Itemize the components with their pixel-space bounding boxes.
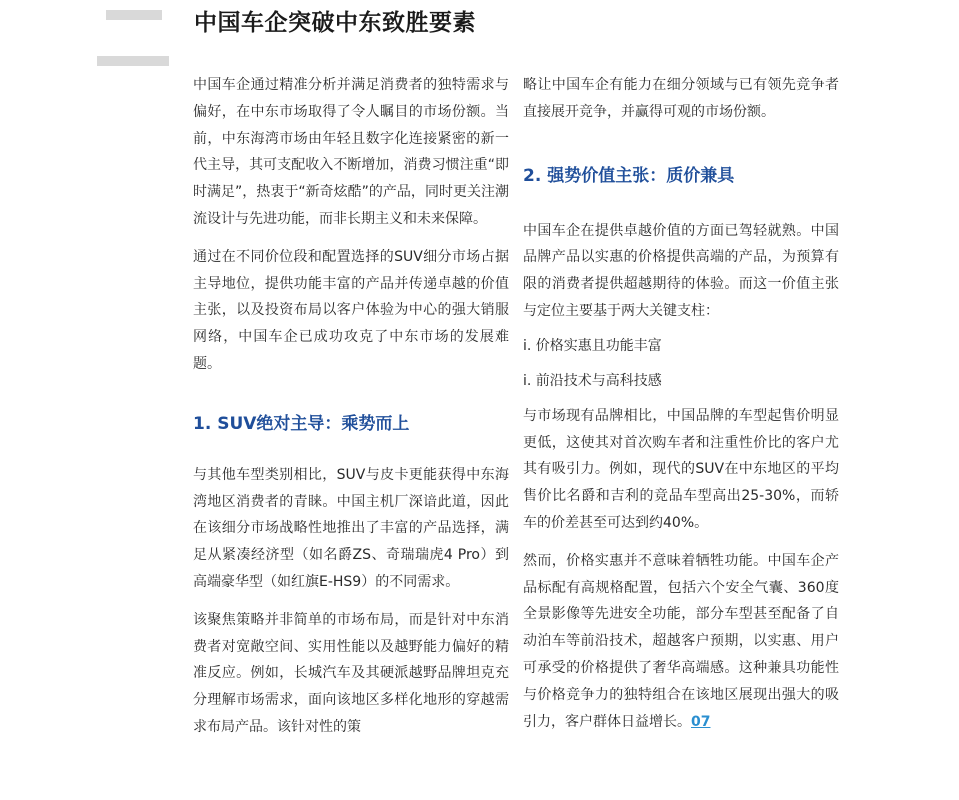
paragraph-features-text: 然而，价格实惠并不意味着牺牲功能。中国车企产品标配有高规格配置，包括六个安全气囊、360度全景影像等先进安全功能，部分车型甚至配备了自动泊车等前沿技术，超越客户预期，以实惠、用户可承受的价格提供了奢华高端感。这种兼具功能性与价格竞争力的独特组合在该地区展现出强大的吸引力，客户群体日益增长。	[523, 552, 839, 730]
section-heading-suv: 1. SUV绝对主导：乘势而上	[193, 413, 410, 434]
page-title: 中国车企突破中东致胜要素	[194, 10, 476, 36]
paragraph-suv-strategy: 通过在不同价位段和配置选择的SUV细分市场占据主导地位，提供功能丰富的产品并传递卓越的价值主张，以及投资布局以客户体验为中心的强大销服网络，中国车企已成功攻克了中东市场的发展难题。	[193, 248, 509, 372]
decorative-bar-top	[106, 10, 162, 20]
list-item-affordable: i. 价格实惠且功能丰富	[523, 337, 662, 354]
right-column	[523, 72, 839, 735]
section-heading-value: 2. 强势价值主张：质价兼具	[523, 165, 735, 186]
paragraph-pricing: 与市场现有品牌相比，中国品牌的车型起售价明显更低，这使其对首次购车者和注重性价比的客户尤其有吸引力。例如，现代的SUV在中东地区的平均售价比名爵和吉利的竞品车型高出25-30%，而轿车的价差甚至可达到约40%。	[523, 407, 839, 531]
paragraph-features	[523, 548, 839, 736]
paragraph-value-proposition: 中国车企在提供卓越价值的方面已驾轻就熟。中国品牌产品以实惠的价格提供高端的产品，为预算有限的消费者提供超越期待的体验。而这一价值主张与定位主要基于两大关键支柱：	[523, 222, 839, 319]
paragraph-intro: 中国车企通过精准分析并满足消费者的独特需求与偏好，在中东市场取得了令人瞩目的市场份额。当前，中东海湾市场由年轻且数字化连接紧密的新一代主导，其可支配收入不断增加，消费习惯注重“即时满足”，热衷于“新奇炫酷”的产品，同时更关注潮流设计与先进功能，而非长期主义和未来保障。	[193, 77, 509, 227]
list-item-technology: i. 前沿技术与高科技感	[523, 372, 662, 389]
left-column	[193, 72, 509, 741]
decorative-bar-bottom	[97, 56, 169, 66]
paragraph-suv-preference: 与其他车型类别相比，SUV与皮卡更能获得中东海湾地区消费者的青睐。中国主机厂深谙此道，因此在该细分市场战略性地推出了丰富的产品选择，满足从紧凑经济型（如名爵ZS、奇瑞瑞虎4 Pro）到高端豪华型（如红旗E-HS9）的不同需求。	[193, 466, 509, 590]
paragraph-continuation: 略让中国车企有能力在细分领域与已有领先竞争者直接展开竞争，并赢得可观的市场份额。	[523, 77, 839, 120]
paragraph-focus-strategy: 该聚焦策略并非简单的市场布局，而是针对中东消费者对宽敞空间、实用性能以及越野能力偏好的精准反应。例如，长城汽车及其硬派越野品牌坦克充分理解市场需求，面向该地区多样化地形的穿越需求布局产品。该针对性的策	[193, 611, 509, 735]
reference-link[interactable]: 07	[691, 713, 711, 730]
